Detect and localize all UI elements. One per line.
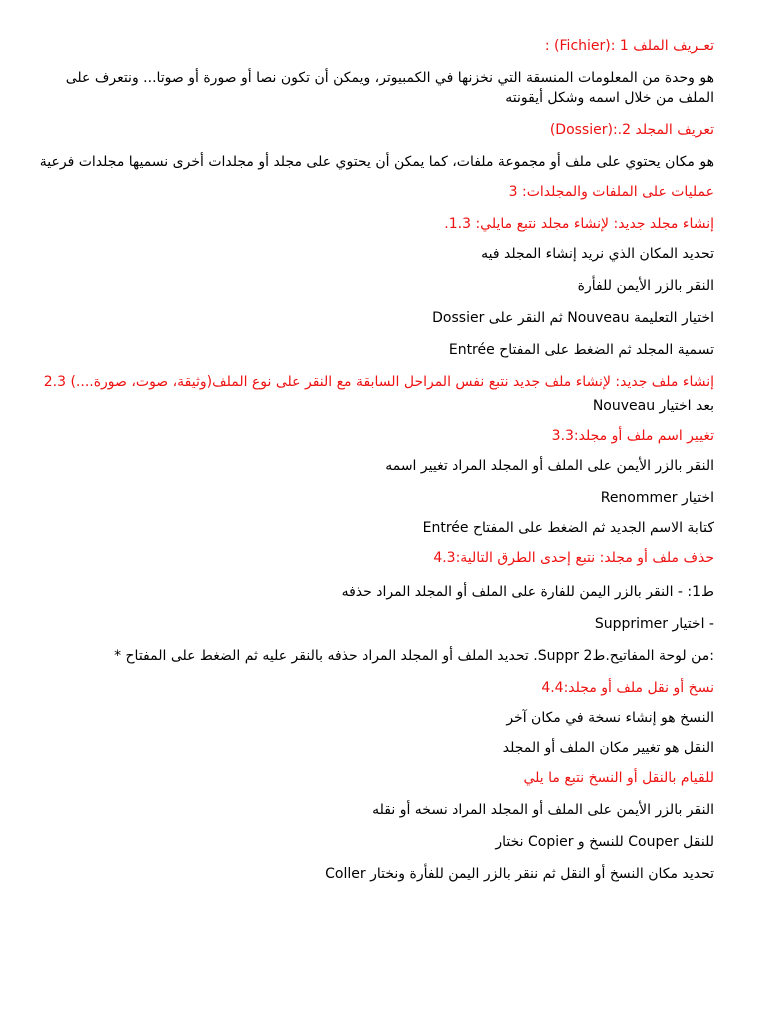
step-copy-move-3: Coller تحديد مكان النسخ أو النقل ثم ننقر بالزر اليمن للفأرة ونختار bbox=[325, 866, 714, 882]
heading-copy-move-steps: للقيام بالنقل أو النسخ نتبع ما يلي bbox=[523, 770, 714, 786]
step-copy-move-1: النقر بالزر الأيمن على الملف أو المجلد المراد نسخه أو نقله bbox=[372, 802, 714, 818]
step-delete-1: ط1: - النقر بالزر اليمن للفارة على الملف أو المجلد المراد حذفه bbox=[341, 584, 714, 600]
step-create-folder-2: النقر بالزر الأيمن للفأرة bbox=[577, 278, 714, 294]
step-delete-3: :من لوحة المفاتيح.ط2 Suppr. تحديد الملف أو المجلد المراد حذفه بالنقر عليه ثم الضغط على المفتاح * bbox=[114, 648, 714, 664]
heading-folder-definition: تعريف المجلد 2.:(Dossier) bbox=[549, 122, 714, 138]
heading-operations: عمليات على الملفات والمجلدات: 3 bbox=[508, 184, 714, 200]
heading-file-definition: تعـريف الملف 1 :(Fichier) : bbox=[544, 38, 714, 54]
heading-create-folder: إنشاء مجلد جديد: لإنشاء مجلد نتبع مايلي: 1.3. bbox=[444, 216, 714, 232]
definition-move: النقل هو تغيير مكان الملف أو المجلد bbox=[502, 740, 714, 756]
definition-copy: النسخ هو إنشاء نسخة في مكان آخر bbox=[506, 710, 714, 726]
heading-copy-move: نسخ أو نقل ملف أو مجلد:4.4 bbox=[541, 680, 714, 696]
paragraph-folder-definition: هو مكان يحتوي على ملف أو مجموعة ملفات، كما يمكن أن يحتوي على مجلد أو مجلدات أخرى نسميها مجلدات فرعية bbox=[39, 154, 714, 170]
heading-delete: حذف ملف أو مجلد: نتبع إحدى الطرق التالية:4.3 bbox=[433, 550, 714, 566]
step-rename-1: النقر بالزر الأيمن على الملف أو المجلد المراد تغيير اسمه bbox=[385, 458, 714, 474]
step-create-file: Nouveau بعد اختيار bbox=[592, 398, 714, 414]
step-rename-2: Renommer اختيار bbox=[600, 490, 714, 506]
step-create-folder-3: Dossier ثم النقر على Nouveau اختيار التعليمة bbox=[432, 310, 714, 326]
step-rename-3: Entrée كتابة الاسم الجديد ثم الضغط على المفتاح bbox=[422, 520, 714, 536]
paragraph-file-definition: هو وحدة من المعلومات المنسقة التي نخزنها في الكمبيوتر، ويمكن أن تكون نصا أو صورة أو صوتا... ونتعرف على الملف من خلال اسمه وشكل أيقونته bbox=[65, 70, 714, 106]
heading-create-file: إنشاء ملف جديد: لإنشاء ملف جديد نتبع نفس المراحل السابقة مع النقر على نوع الملف(وثيقة، صوت، صورة....) 2.3 bbox=[43, 374, 714, 390]
step-delete-2: Supprimer اختيار - bbox=[594, 616, 714, 632]
step-create-folder-4: Entrée تسمية المجلد ثم الضغط على المفتاح bbox=[448, 342, 714, 358]
step-copy-move-2: للنقل Couper للنسخ و Copier نختار bbox=[495, 834, 714, 850]
step-create-folder-1: تحديد المكان الذي نريد إنشاء المجلد فيه bbox=[481, 246, 714, 262]
heading-rename: تغيير اسم ملف أو مجلد:3.3 bbox=[551, 428, 714, 444]
